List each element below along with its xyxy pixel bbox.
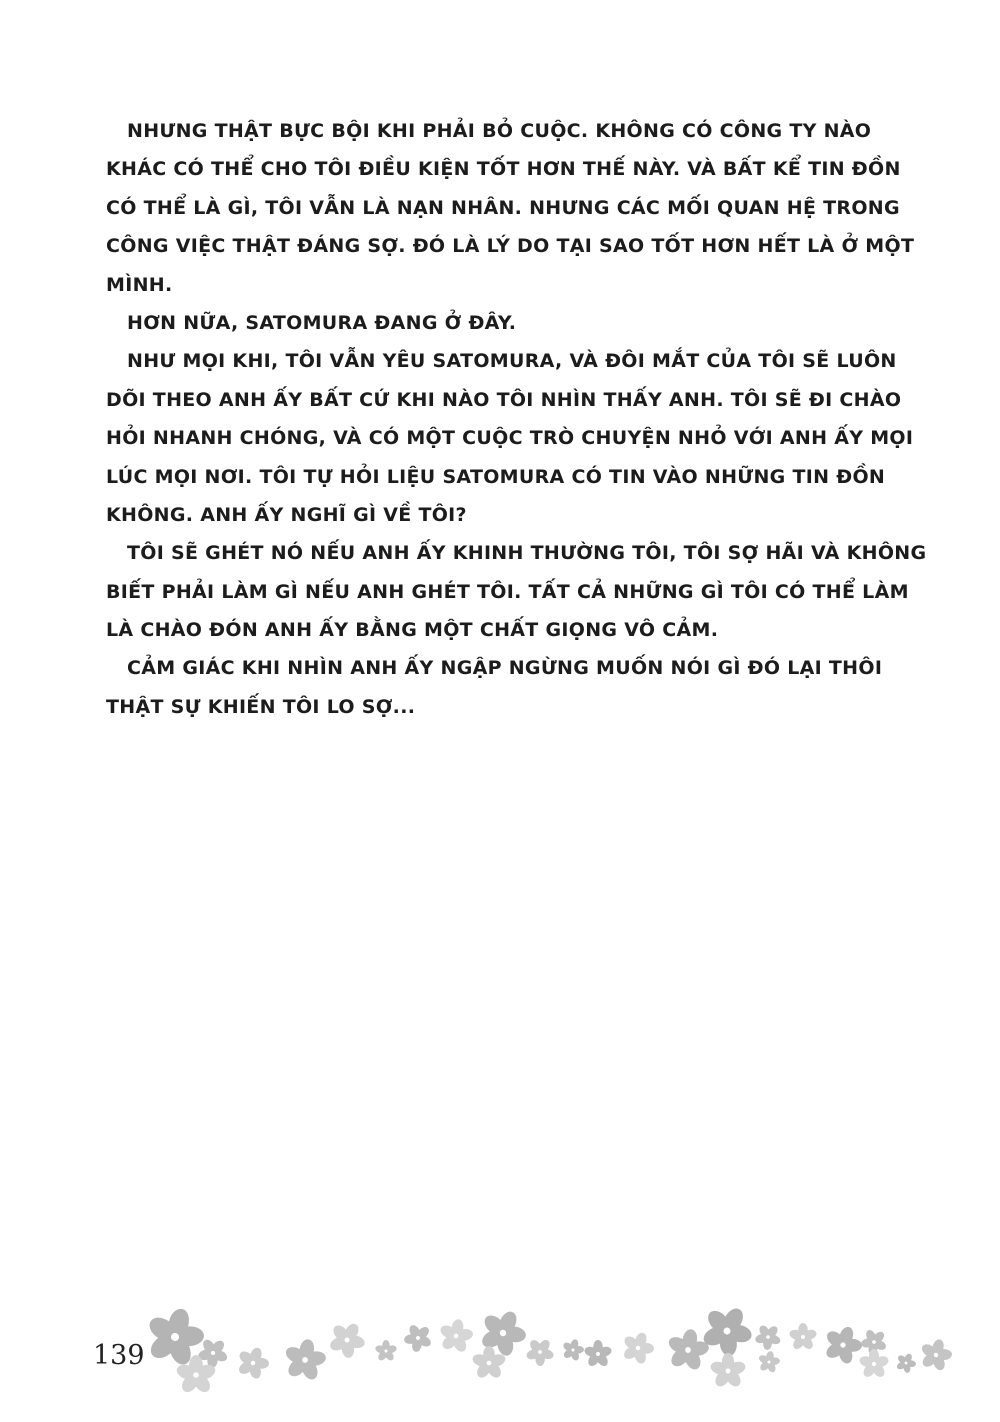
page-text [106, 112, 927, 726]
flower-icon [398, 1318, 438, 1358]
paragraph [106, 342, 914, 534]
flower-icon [139, 1301, 210, 1372]
text-line: THẬT SỰ KHIẾN TÔI LO SỢ... [106, 695, 416, 718]
flower-icon [710, 1353, 746, 1389]
flower-icon [756, 1349, 781, 1374]
flower-icon [472, 1346, 506, 1380]
flower-icon [232, 1342, 273, 1383]
paragraph [106, 534, 927, 649]
text-line: LÀ CHÀO ĐÓN ANH ẤY BẰNG MỘT CHẤT GIỌNG VÔ CẢM. [106, 619, 719, 642]
flower-icon [893, 1350, 920, 1377]
text-line: LÚC MỌI NƠI. TÔI TỰ HỎI LIỆU SATOMURA CÓ TIN VÀO NHỮNG TIN ĐỒN [106, 465, 886, 488]
page-number: 139 [93, 1340, 145, 1371]
flower-icon [789, 1323, 817, 1351]
paragraph [106, 304, 906, 342]
flower-icon [750, 1319, 787, 1356]
flower-icon [693, 1297, 761, 1365]
text-line: BIẾT PHẢI LÀM GÌ NẾU ANH GHÉT TÔI. TẤT CẢ NHỮNG GÌ TÔI CÓ THỂ LÀM [106, 580, 909, 603]
flower-icon [560, 1337, 587, 1364]
text-line: CÔNG VIỆC THẬT ĐÁNG SỢ. ĐÓ LÀ LÝ DO TẠI SAO TỐT HƠN HẾT LÀ Ở MỘT [106, 235, 915, 258]
flower-icon [916, 1335, 955, 1374]
flower-icon [472, 1302, 533, 1363]
text-line: KHÁC CÓ THỂ CHO TÔI ĐIỀU KIỆN TỐT HƠN THẾ NÀY. VÀ BẤT KỂ TIN ĐỒN [106, 158, 901, 181]
flower-icon [281, 1336, 330, 1385]
text-line: CÓ THỂ LÀ GÌ, TÔI VẪN LÀ NẠN NHÂN. NHƯNG CÁC MỐI QUAN HỆ TRONG [106, 196, 900, 219]
flower-icon [819, 1321, 868, 1370]
paragraph [106, 649, 906, 726]
flower-icon [856, 1324, 893, 1361]
flower-icon [176, 1355, 216, 1395]
text-line: DÕI THEO ANH ẤY BẤT CỨ KHI NÀO TÔI NHÌN THẤY ANH. TÔI SẼ ĐI CHÀO [106, 388, 902, 411]
flower-icon [664, 1326, 713, 1375]
paragraph [106, 112, 915, 304]
text-line: MÌNH. [106, 273, 173, 296]
text-line: NHƯ MỌI KHI, TÔI VẪN YÊU SATOMURA, VÀ ĐÔI MẮT CỦA TÔI SẼ LUÔN [127, 350, 897, 373]
flower-icon [584, 1340, 612, 1368]
text-line: TÔI SẼ GHÉT NÓ NẾU ANH ẤY KHINH THƯỜNG TÔI, TÔI SỢ HÃI VÀ KHÔNG [127, 542, 927, 565]
flower-icon [436, 1316, 475, 1355]
flower-icon [192, 1332, 234, 1374]
flower-icon [859, 1349, 889, 1379]
flower-icon [521, 1333, 560, 1372]
flower-icon [617, 1327, 658, 1368]
text-line: HƠN NỮA, SATOMURA ĐANG Ở ĐÂY. [127, 311, 517, 334]
flower-icon [322, 1315, 371, 1364]
text-line: CẢM GIÁC KHI NHÌN ANH ẤY NGẬP NGỪNG MUỐN NÓI GÌ ĐÓ LẠI THÔI [127, 657, 883, 680]
text-line: KHÔNG. ANH ẤY NGHĨ GÌ VỀ TÔI? [106, 503, 467, 526]
flower-icon [375, 1340, 397, 1362]
text-line: NHƯNG THẬT BỰC BỘI KHI PHẢI BỎ CUỘC. KHÔNG CÓ CÔNG TY NÀO [127, 120, 872, 142]
text-line: HỎI NHANH CHÓNG, VÀ CÓ MỘT CUỘC TRÒ CHUYỆN NHỎ VỚI ANH ẤY MỌI [106, 427, 914, 450]
